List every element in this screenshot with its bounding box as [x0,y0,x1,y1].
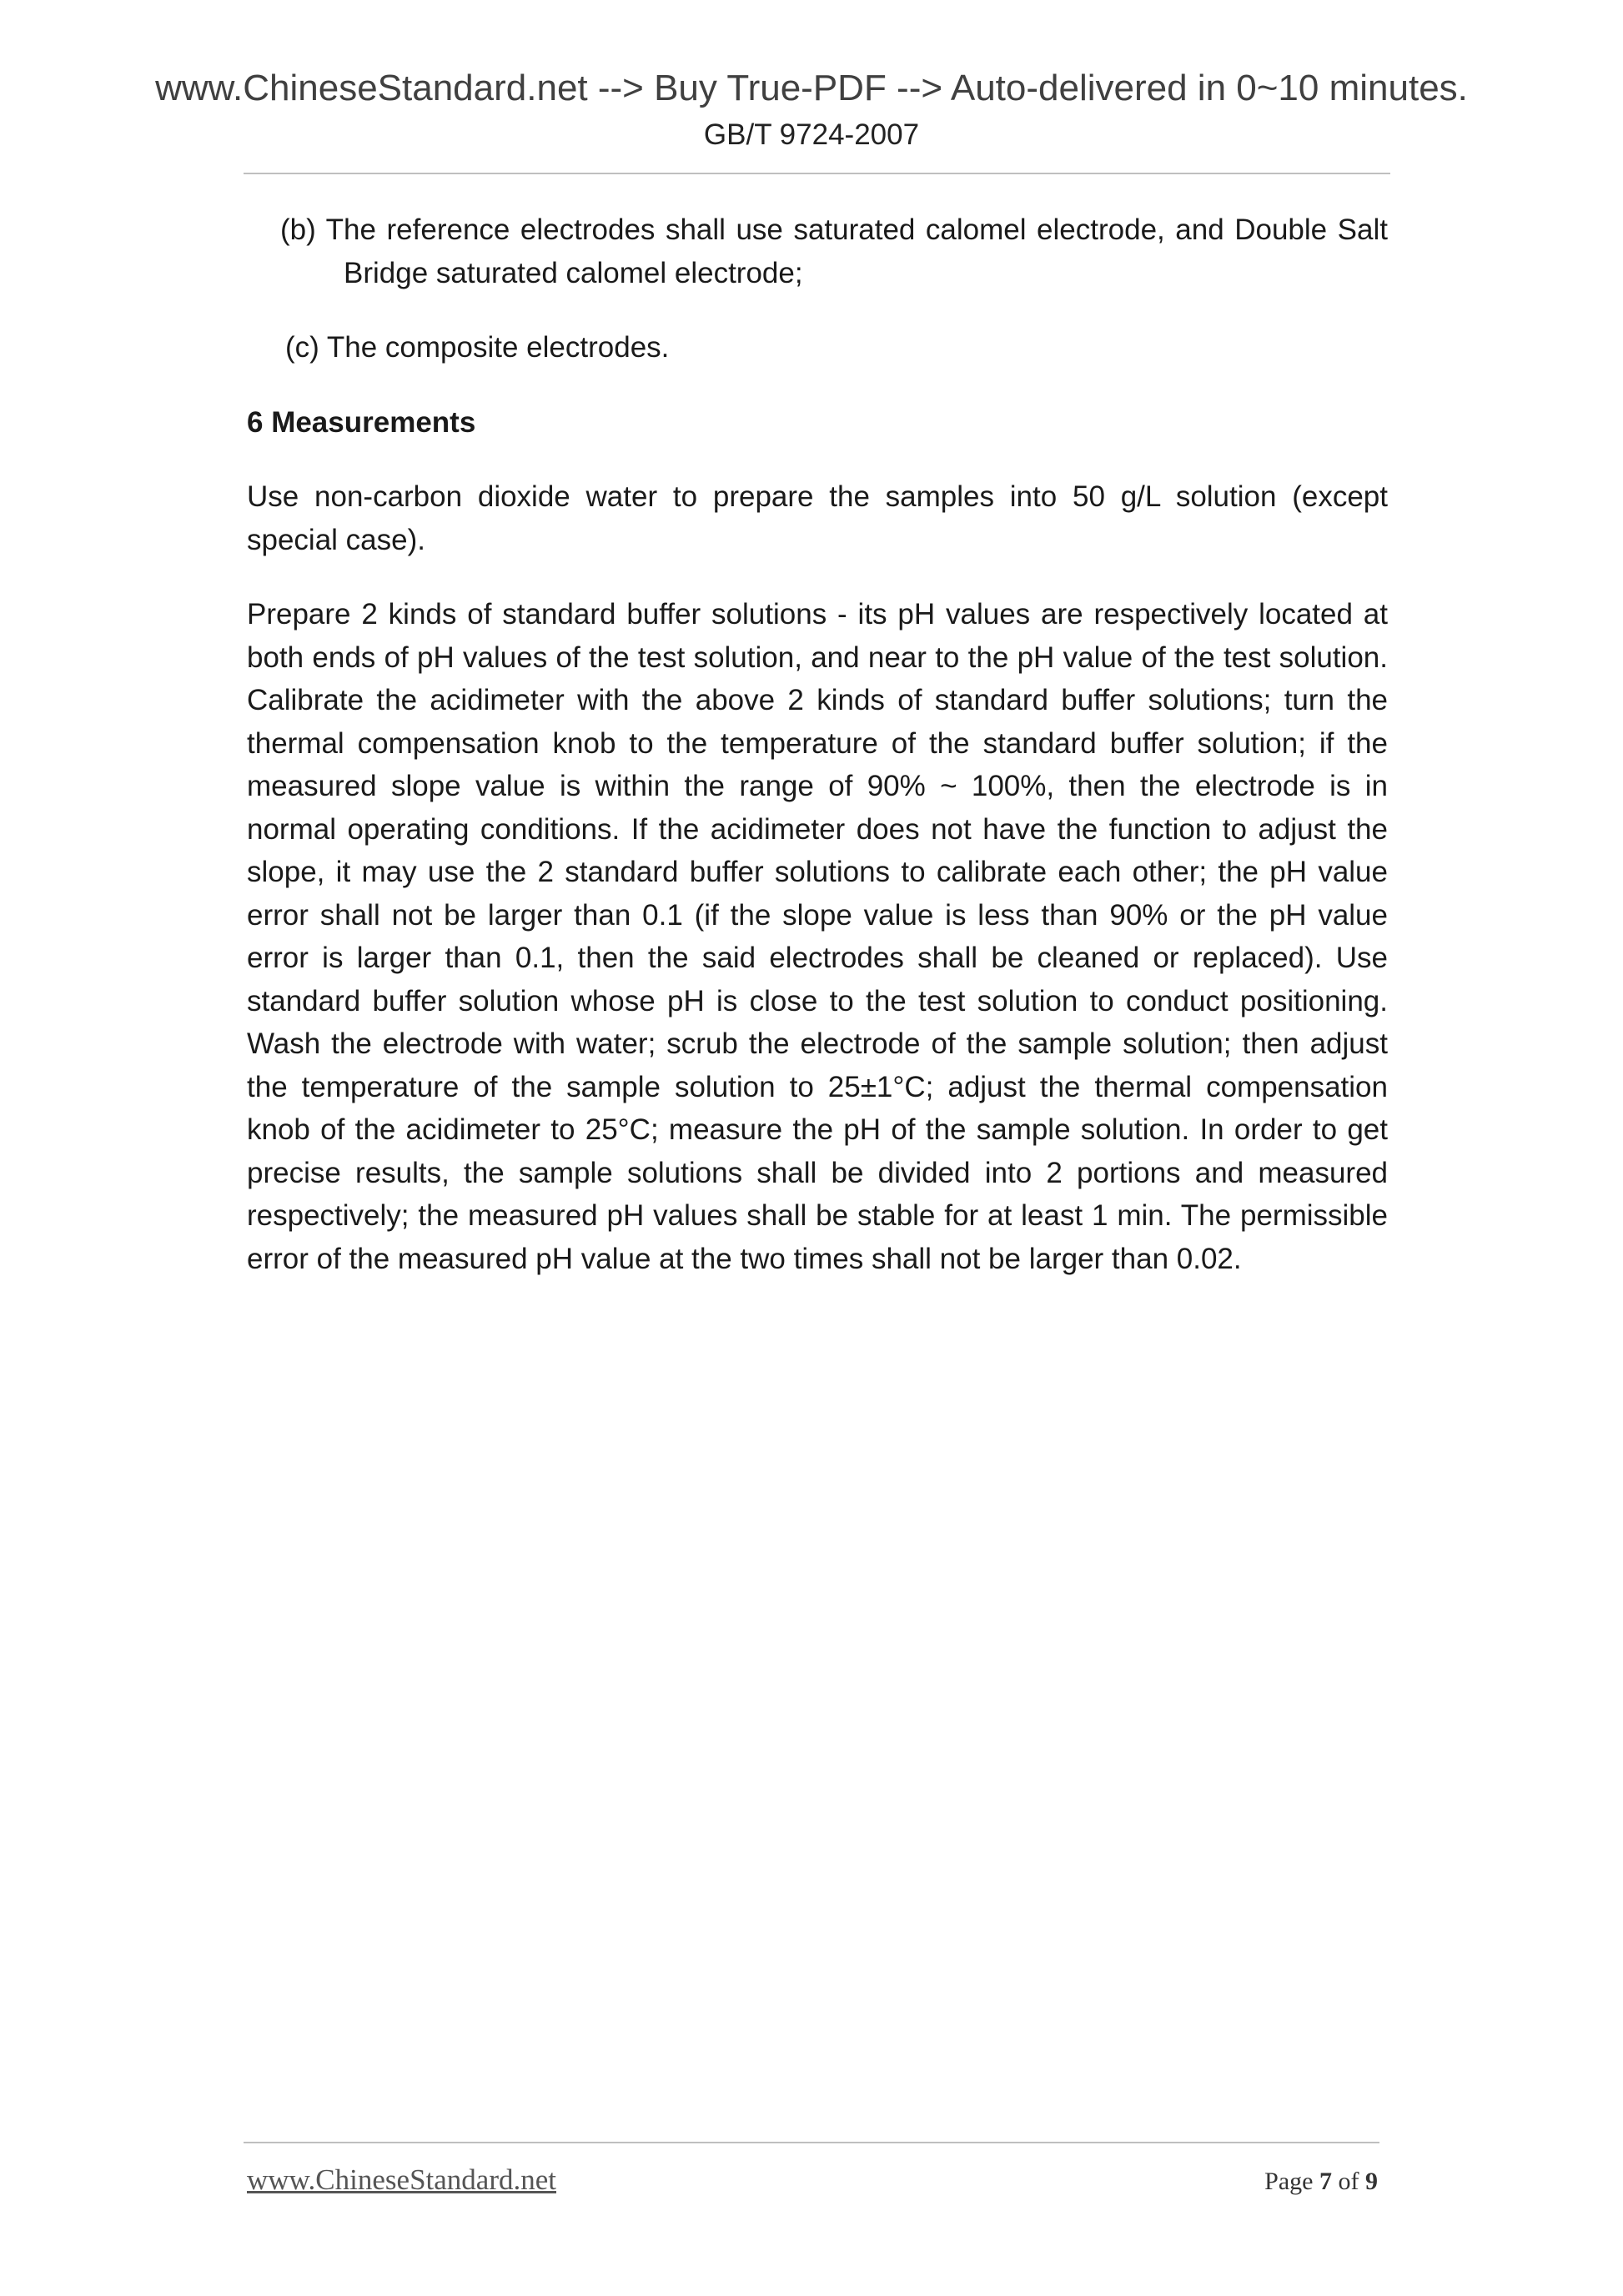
footer-divider [244,2142,1379,2143]
page-current: 7 [1319,2168,1332,2195]
page-total: 9 [1365,2168,1378,2195]
paragraph-sample-prep: Use non-carbon dioxide water to prepare the samples into 50 g/L solution (except special case). [247,480,1388,556]
paragraph-calibration: Prepare 2 kinds of standard buffer solutions - its pH values are respectively located at both ends of pH values of the test solution, and near to the pH value of the test solution. Calibrate the acidimeter with the above 2 kinds of standard buffer solutions; turn the thermal compensation knob to the temperature of the standard buffer solution; if the measured slope value is within the range of 90% ~ 100%, then the electrode is in normal operating conditions. If the acidimeter does not have the function to adjust the slope, it may use the 2 standard buffer solutions to calibrate each other; the pH value error shall not be larger than 0.1 (if the slope value is less than 90% or the pH value error is larger than 0.1, then the said electrodes shall be cleaned or replaced). Use standard buffer solution whose pH is close to the test solution to conduct positioning. Wash the electrode with water; scrub the electrode of the sample solution; then adjust the temperature of the sample solution to 25±1°C; adjust the thermal compensation knob of the acidimeter to 25°C; measure the pH of the sample solution. In order to get precise results, the sample solutions shall be divided into 2 portions and measured respectively; the measured pH values shall be stable for at least 1 min. The permissible error of the measured pH value at the two times shall not be larger than 0.02. [247,598,1388,1275]
list-item-b: (b) The reference electrodes shall use saturated calomel electrode, and Double Salt Bridge saturated calomel electrode; [280,214,1388,289]
page-of-label: of [1338,2168,1359,2195]
section-heading: 6 Measurements [247,405,476,439]
page-number [1264,2165,1378,2198]
page-label: Page [1264,2168,1314,2195]
page-content [247,208,1388,1280]
site-banner: www.ChineseStandard.net --> Buy True-PDF --> Auto-delivered in 0~10 minutes. [155,68,1468,108]
list-item-c: (c) The composite electrodes. [285,331,670,364]
header-divider [244,173,1390,174]
footer-site-link[interactable]: www.ChineseStandard.net [247,2163,556,2196]
standard-code: GB/T 9724-2007 [703,118,920,151]
